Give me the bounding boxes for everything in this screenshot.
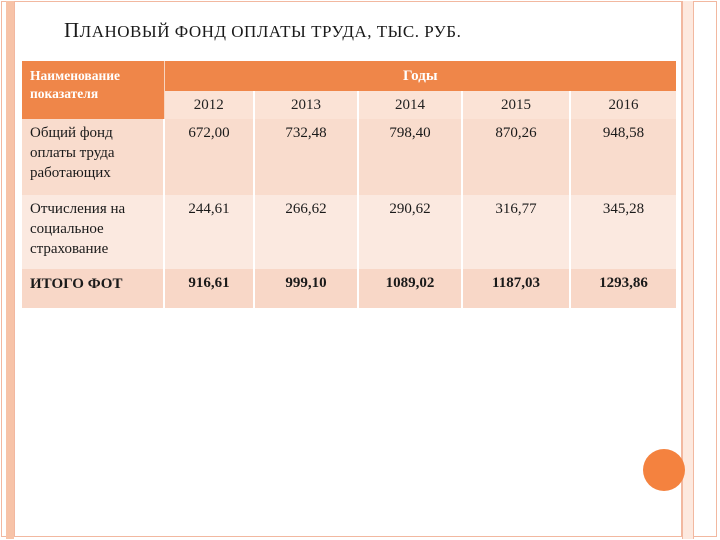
value-cell: 672,00 <box>164 119 254 195</box>
header-years: Годы <box>164 61 676 91</box>
row-label: Отчисления на социальное страхование <box>22 195 164 269</box>
value-cell: 870,26 <box>462 119 570 195</box>
table-row <box>22 195 676 269</box>
year-cell: 2016 <box>570 91 676 119</box>
decorative-circle <box>643 449 685 491</box>
value-cell: 948,58 <box>570 119 676 195</box>
title-rest: ЛАНОВЫЙ ФОНД ОПЛАТЫ ТРУДА, ТЫС. РУБ. <box>79 22 462 41</box>
year-cell: 2015 <box>462 91 570 119</box>
value-cell: 244,61 <box>164 195 254 269</box>
value-cell: 1187,03 <box>462 269 570 308</box>
header-indicator-name: Наименование показателя <box>22 61 164 119</box>
value-cell: 316,77 <box>462 195 570 269</box>
payroll-table <box>22 61 676 308</box>
value-cell: 345,28 <box>570 195 676 269</box>
value-cell: 290,62 <box>358 195 462 269</box>
row-label: ИТОГО ФОТ <box>22 269 164 308</box>
title-first-letter: П <box>64 18 80 42</box>
value-cell: 1089,02 <box>358 269 462 308</box>
left-decorative-band <box>6 1 14 539</box>
value-cell: 266,62 <box>254 195 358 269</box>
slide-title <box>64 18 461 43</box>
value-cell: 999,10 <box>254 269 358 308</box>
right-decorative-band <box>682 1 694 539</box>
table-total-row <box>22 269 676 308</box>
table-row <box>22 119 676 195</box>
value-cell: 732,48 <box>254 119 358 195</box>
year-cell: 2013 <box>254 91 358 119</box>
year-cell: 2014 <box>358 91 462 119</box>
table-header-row <box>22 61 676 91</box>
year-cell: 2012 <box>164 91 254 119</box>
value-cell: 916,61 <box>164 269 254 308</box>
value-cell: 798,40 <box>358 119 462 195</box>
value-cell: 1293,86 <box>570 269 676 308</box>
row-label: Общий фонд оплаты труда работающих <box>22 119 164 195</box>
